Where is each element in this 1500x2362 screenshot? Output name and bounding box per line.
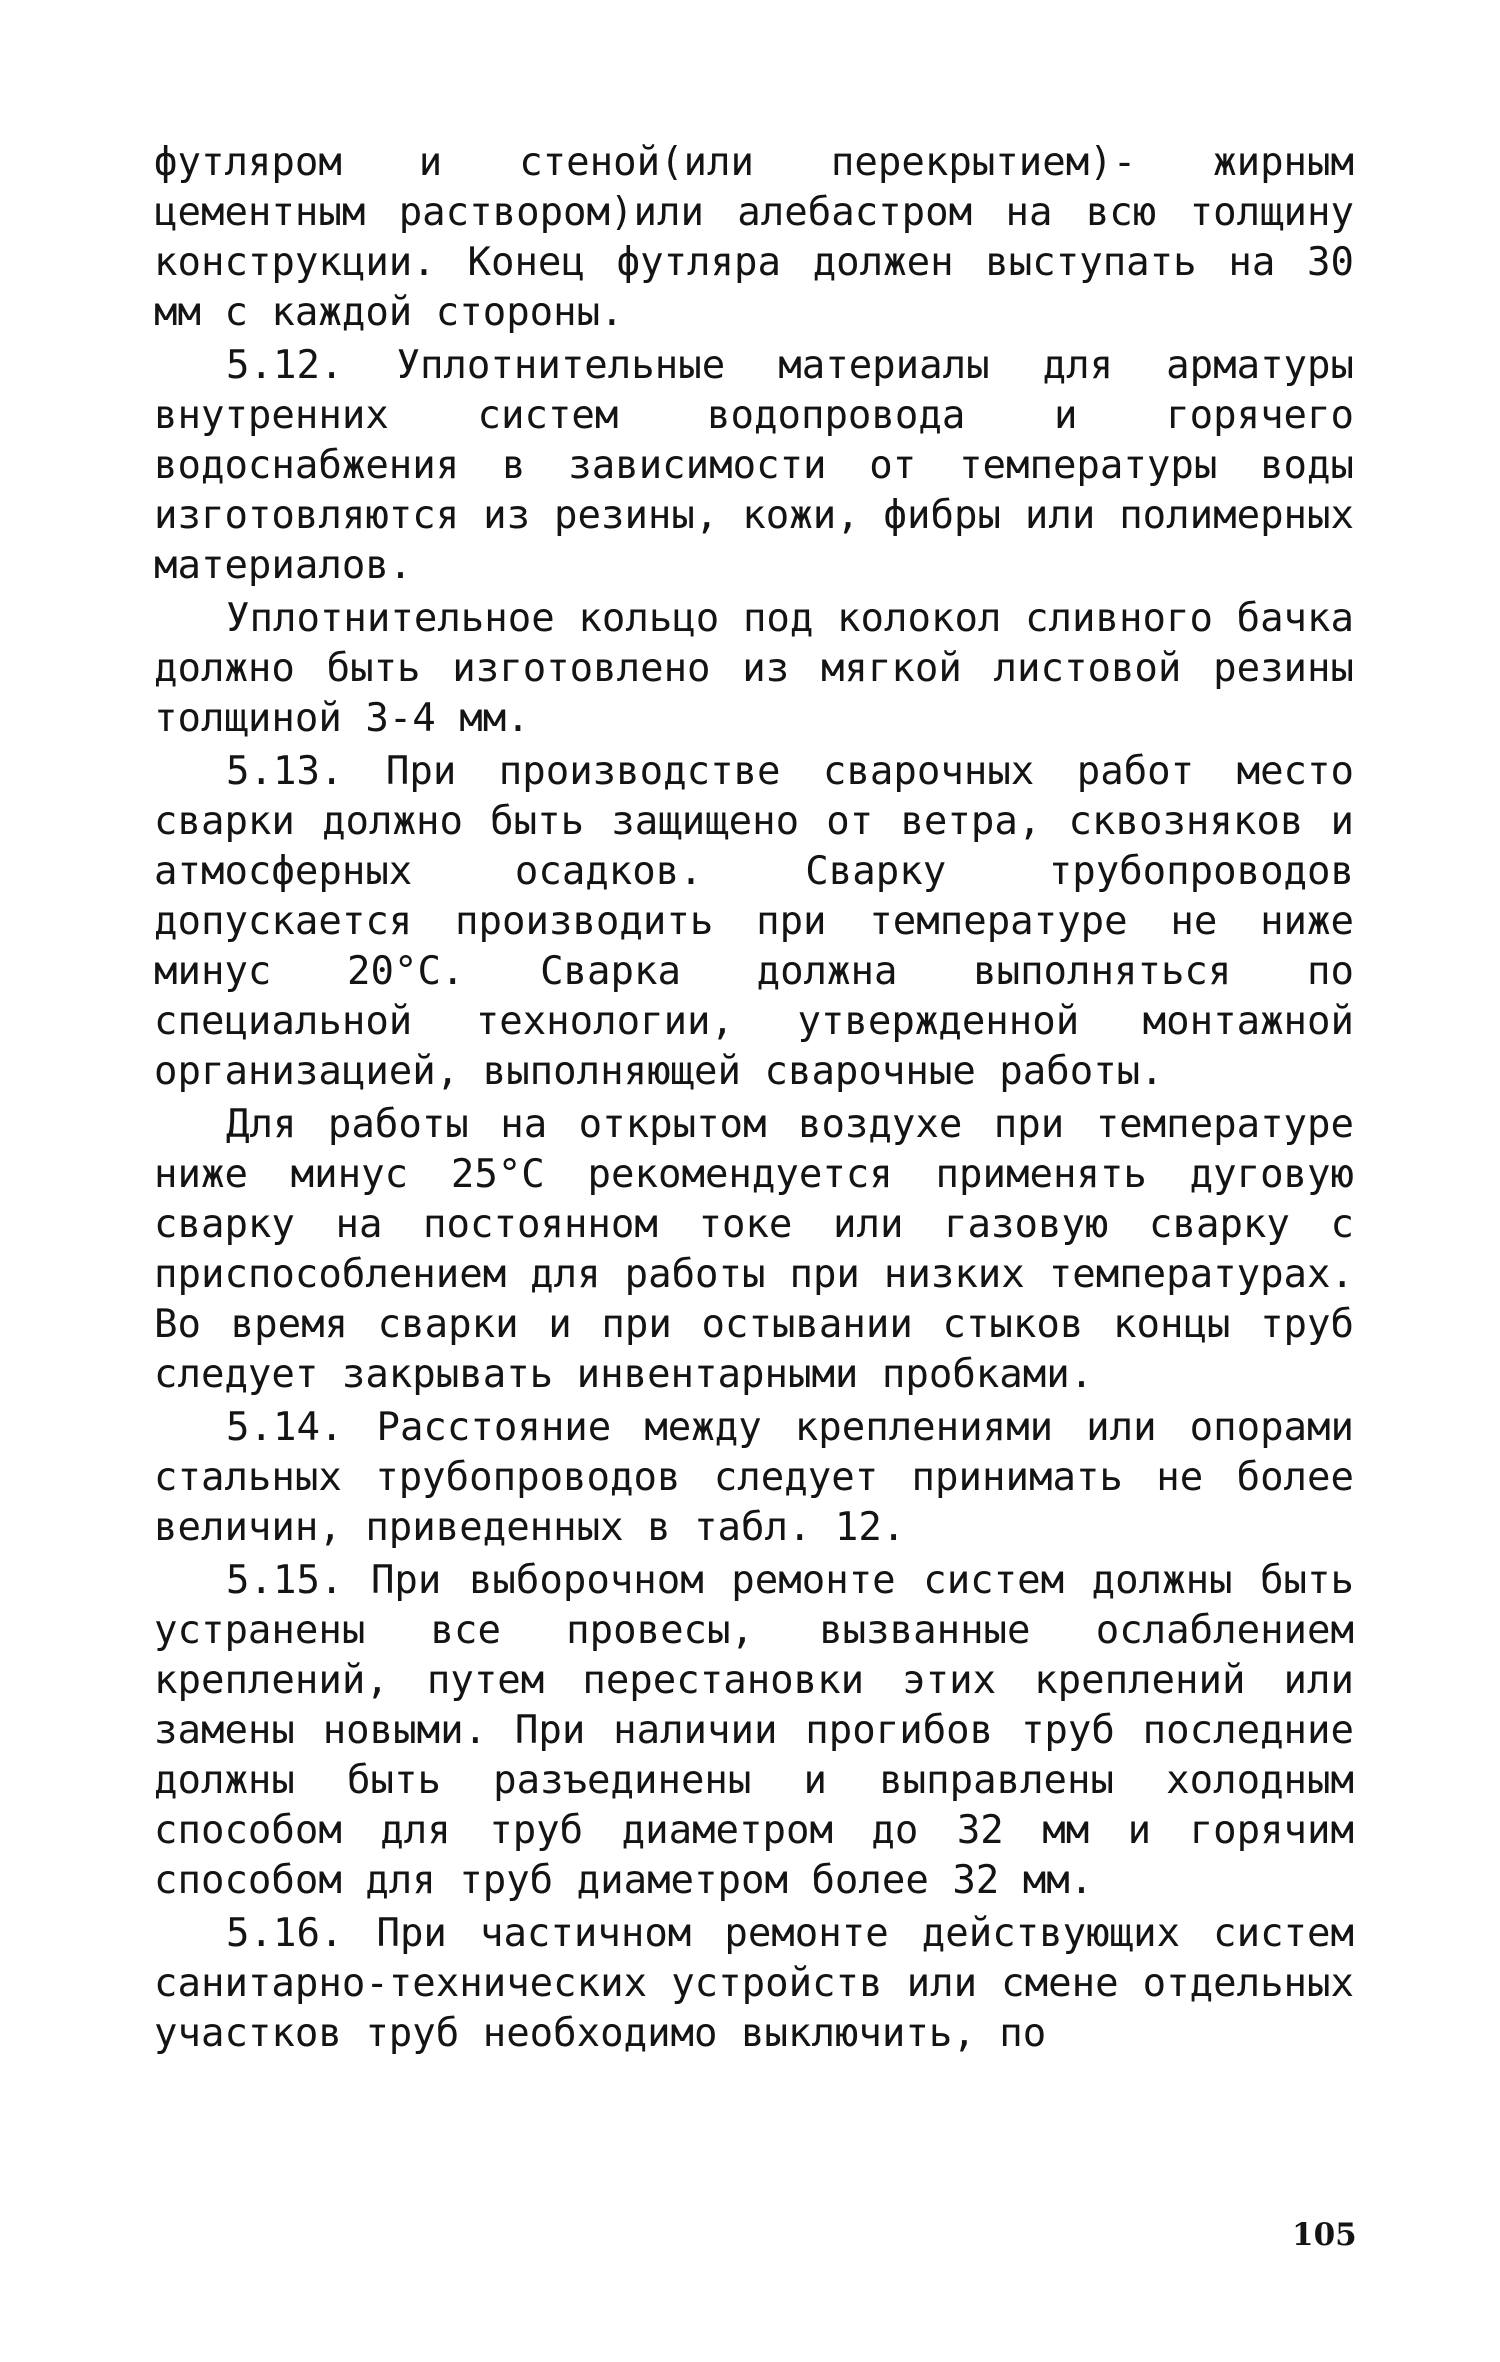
paragraph-sealing-ring: Уплотнительное кольцо под колокол сливного бачка должно быть изготовлено из мягкой листовой резины толщиной 3-4 мм. <box>154 596 1354 741</box>
paragraph-5-15: 5.15. При выборочном ремонте систем должны быть устранены все провесы, вызванные ослаблением креплений, путем перестановки этих креплений или замены новыми. При наличии прогибов труб последние должны быть разъединены и выправлены холодным способом для труб диаметром до 32 мм и горячим способом для труб диаметром более 32 мм. <box>154 1558 1354 1903</box>
page-number: 105 <box>1292 2217 1357 2253</box>
paragraph-5-14: 5.14. Расстояние между креплениями или опорами стальных трубопроводов следует принимать не более величин, приведенных в табл. 12. <box>154 1405 1354 1550</box>
paragraph-5-13: 5.13. При производстве сварочных работ место сварки должно быть защищено от ветра, сквозняков и атмосферных осадков. Сварку трубопроводов допускается производить при температуре не ниже минус 20°С. Сварка должна выполняться по специальной технологии, утвержденной монтажной организацией, выполняющей сварочные работы. <box>154 749 1354 1094</box>
paragraph-outdoor-welding: Для работы на открытом воздухе при температуре ниже минус 25°С рекомендуется применять дуговую сварку на постоянном токе или газовую сварку с приспособлением для работы при низких температурах. Во время сварки и при остывании стыков концы труб следует закрывать инвентарными пробками. <box>154 1102 1354 1397</box>
paragraph-5-16: 5.16. При частичном ремонте действующих систем санитарно-технических устройств или смене отдельных участков труб необходимо выключить, по <box>154 1911 1354 2056</box>
paragraph-5-12: 5.12. Уплотнительные материалы для арматуры внутренних систем водопровода и горячего водоснабжения в зависимости от температуры воды изготовляются из резины, кожи, фибры или полимерных материалов. <box>154 343 1354 588</box>
body-text <box>154 138 1354 2059</box>
paragraph-continuation: футляром и стеной(или перекрытием)- жирным цементным раствором)или алебастром на всю толщину конструкции. Конец футляра должен выступать на 30 мм с каждой стороны. <box>154 140 1354 335</box>
